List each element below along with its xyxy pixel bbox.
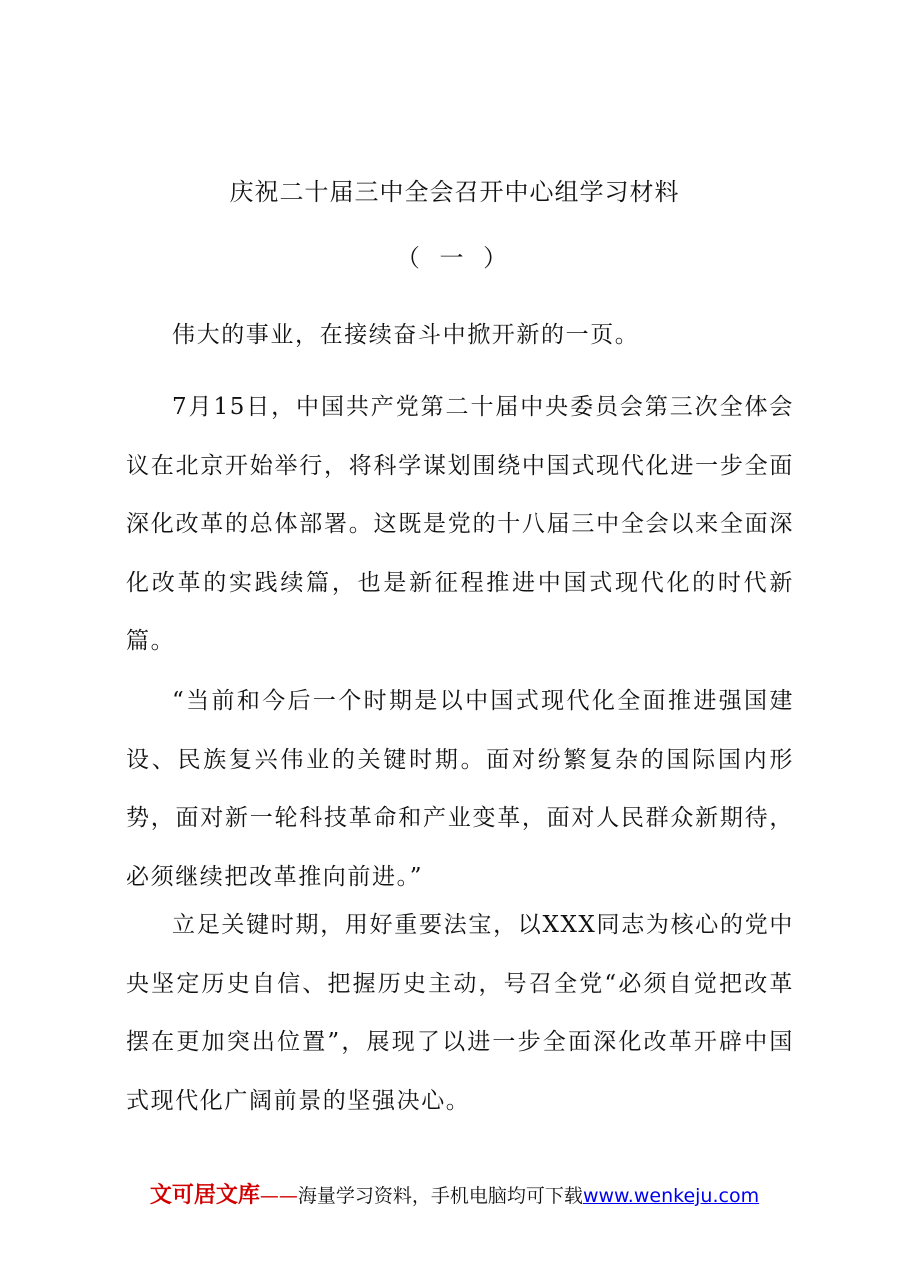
paragraph-4: 立足关键时期，用好重要法宝，以XXX同志为核心的党中央坚定历史自信、把握历史主动，号召全党“必须自觉把改革摆在更加突出位置”，展现了以进一步全面深化改革开辟中国式现代化广阔前景的坚强决心。 [126,912,794,1114]
section-label: （ 一 ） [395,244,514,272]
footer-banner [0,1178,909,1209]
paragraph-block [126,896,794,1130]
paragraph-1: 伟大的事业，在接续奋斗中掀开新的一页。 [172,322,640,348]
paragraph-block [126,378,794,671]
footer-dash: —— [259,1185,298,1207]
paragraph-3: “当前和今后一个时期是以中国式现代化全面推进强国建设、民族复兴伟业的关键时期。面对纷繁复杂的国际国内形势，面对新一轮科技革命和产业变革，面对人民群众新期待，必须继续把改革推向前进。” [126,688,794,890]
page-title: 庆祝二十届三中全会召开中心组学习材料 [229,178,680,206]
paragraph-block [126,672,794,906]
paragraph-2: 7月15日，中国共产党第二十届中央委员会第三次全体会议在北京开始举行，将科学谋划围绕中国式现代化进一步全面深化改革的总体部署。这既是党的十八届三中全会以来全面深化改革的实践续篇，也是新征程推进中国式现代化的时代新篇。 [126,394,794,654]
footer-brand: 文可居文库 [149,1183,260,1208]
footer-tagline: 海量学习资料，手机电脑均可下载 [297,1185,583,1207]
paragraph-block [126,306,794,365]
footer-link[interactable]: www.wenkeju.com [582,1185,760,1207]
